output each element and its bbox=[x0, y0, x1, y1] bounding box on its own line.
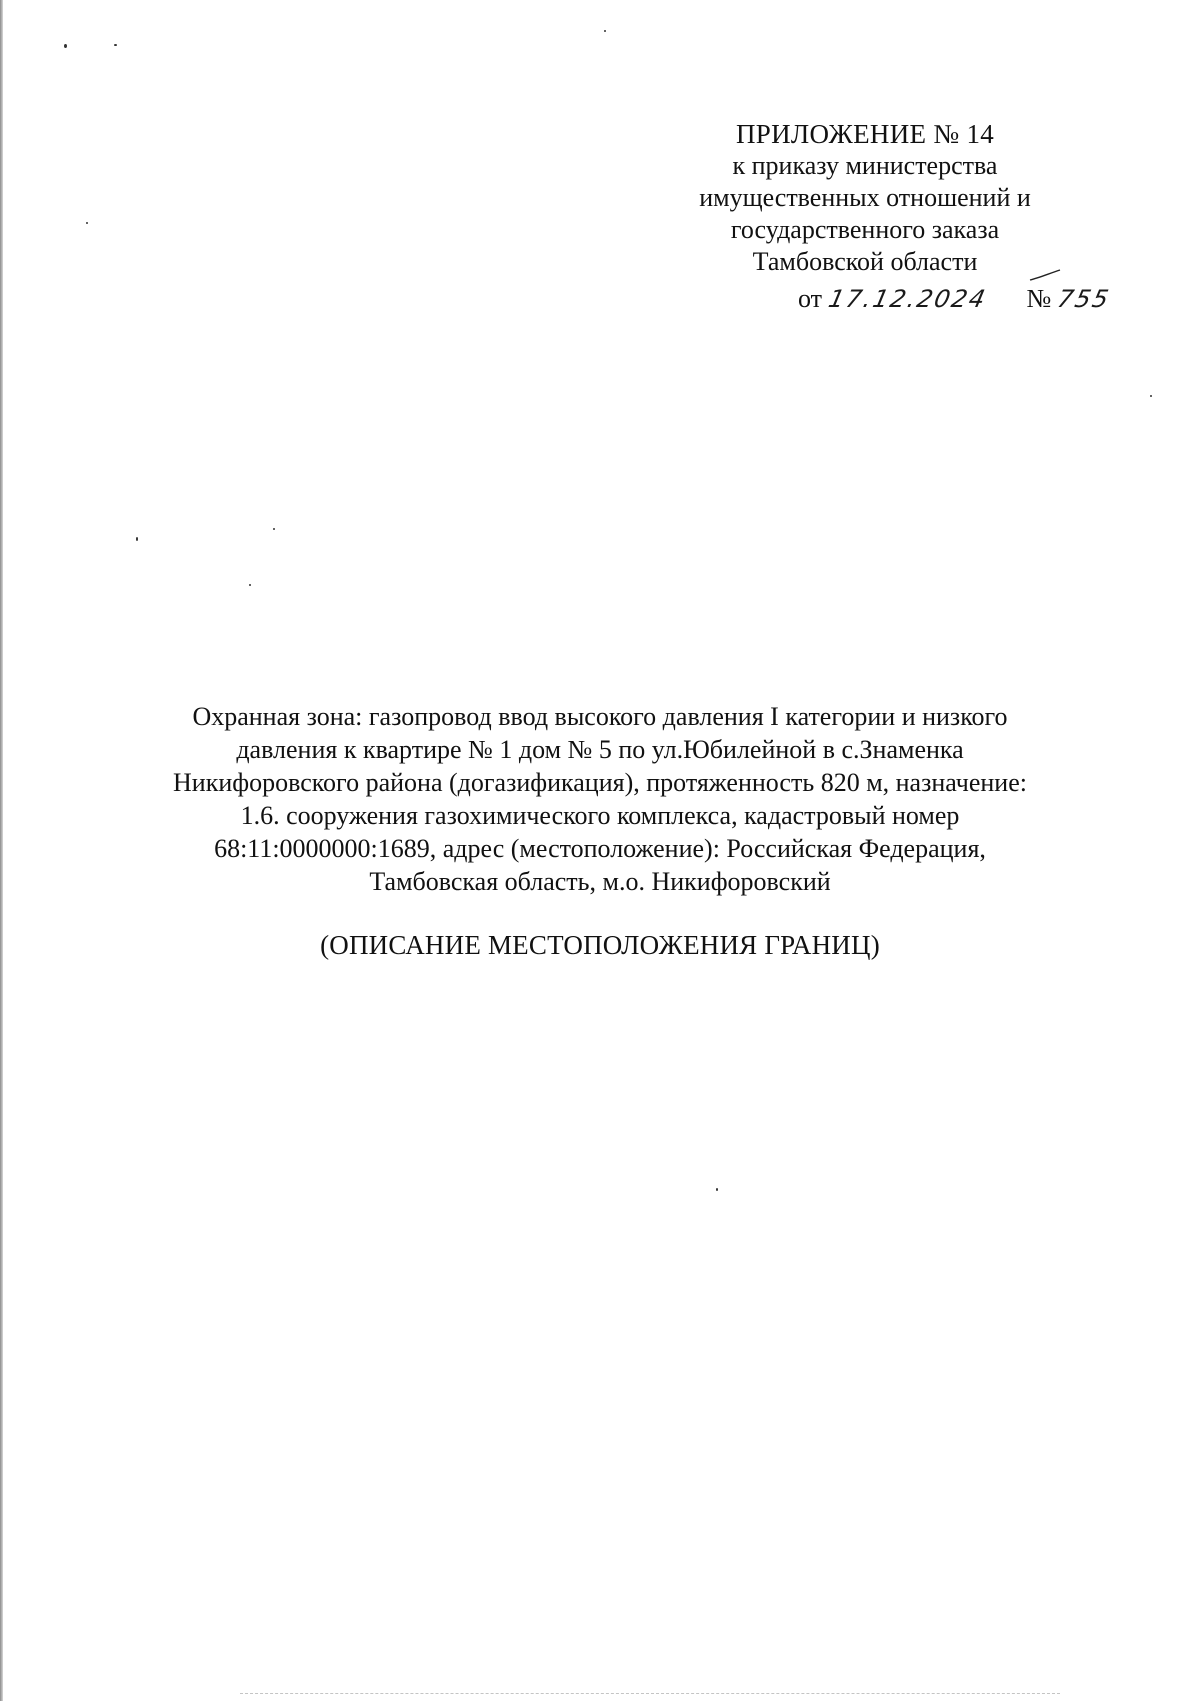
scan-bottom-edge bbox=[240, 1693, 1060, 1695]
scan-speck bbox=[64, 44, 67, 48]
appendix-line: государственного заказа bbox=[730, 215, 1000, 244]
scan-speck bbox=[114, 44, 117, 46]
number-label: № bbox=[1026, 284, 1052, 313]
scan-speck bbox=[1150, 395, 1152, 397]
scan-speck bbox=[136, 537, 138, 541]
zone-title-line: давления к квартире № 1 дом № 5 по ул.Юбилейной в с.Знаменка bbox=[236, 735, 964, 764]
scan-edge bbox=[0, 0, 3, 1701]
zone-title-line: 68:11:0000000:1689, адрес (местоположение): Российская Федерация, bbox=[214, 834, 986, 863]
appendix-title: ПРИЛОЖЕНИЕ № 14 bbox=[735, 119, 995, 149]
date-prefix: от bbox=[798, 284, 823, 313]
zone-title-line: Никифоровского района (догазификация), протяженность 820 м, назначение: bbox=[173, 768, 1027, 797]
handwritten-date: 17.12.2024 bbox=[825, 285, 989, 313]
appendix-line: Тамбовской области bbox=[752, 247, 978, 276]
zone-title-line: Охранная зона: газопровод ввод высокого давления I категории и низкого bbox=[192, 702, 1008, 731]
scan-speck bbox=[716, 1188, 718, 1191]
order-date-line bbox=[798, 283, 1113, 323]
appendix-line: к приказу министерства bbox=[732, 151, 998, 180]
scan-speck bbox=[86, 222, 88, 224]
appendix-header bbox=[640, 118, 1090, 278]
zone-title-line: Тамбовская область, м.о. Никифоровский bbox=[369, 867, 831, 896]
scan-speck bbox=[273, 528, 275, 530]
zone-title-line: 1.6. сооружения газохимического комплекса, кадастровый номер bbox=[240, 801, 960, 830]
appendix-line: имущественных отношений и bbox=[699, 183, 1031, 212]
scan-speck bbox=[604, 30, 606, 32]
handwritten-number: 755 bbox=[1054, 285, 1113, 313]
zone-title bbox=[140, 700, 1060, 898]
signature-flourish bbox=[1028, 268, 1062, 282]
zone-subtitle: (ОПИСАНИЕ МЕСТОПОЛОЖЕНИЯ ГРАНИЦ) bbox=[320, 930, 880, 960]
scan-speck bbox=[249, 584, 251, 586]
